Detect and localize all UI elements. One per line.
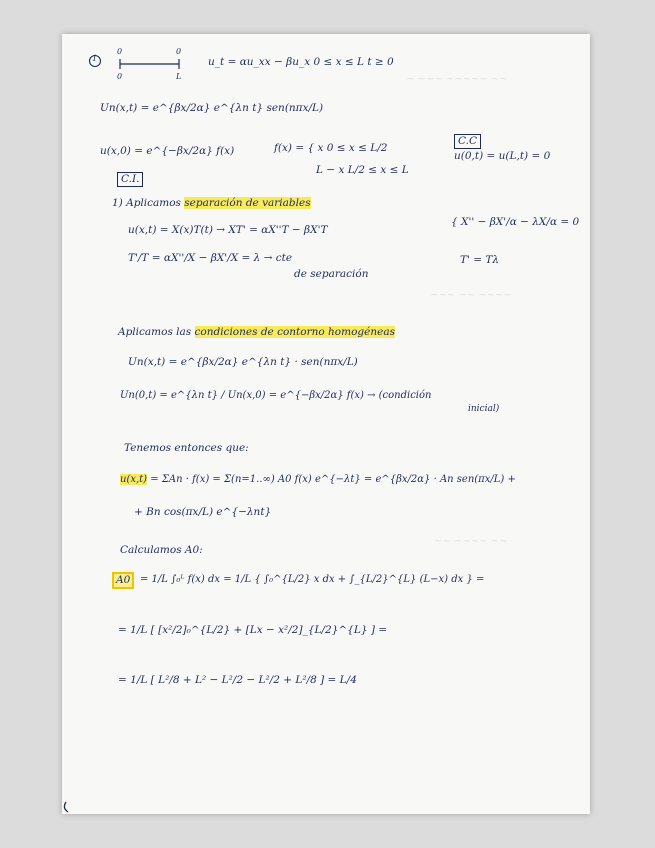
separation-line2b: de separación xyxy=(294,268,369,280)
a0-intro: Calculamos A0: xyxy=(120,544,203,556)
ode-system-line2: T' = Tλ xyxy=(460,254,500,266)
problem-number: 1 xyxy=(92,54,98,63)
boundary-line2b: inicial) xyxy=(468,404,500,414)
separation-title-highlight: separación de variables xyxy=(184,197,311,209)
separation-title xyxy=(112,197,311,210)
f-definition-line2: L − x L/2 ≤ x ≤ L xyxy=(316,164,409,176)
bar-label-left-bottom: 0 xyxy=(117,72,123,81)
bleed-through-2: ~~~ ~~ ~~~~ xyxy=(430,290,512,301)
f-definition-line1: f(x) = { x 0 ≤ x ≤ L/2 xyxy=(274,142,388,154)
solution-rhs: = ΣAn · f(x) = Σ(n=1..∞) A0 f(x) e^{−λt} = e^{βx/2α} · An sen(πx/L) + xyxy=(150,474,516,485)
a0-line1: = 1/L ∫₀ᴸ f(x) dx = 1/L { ∫₀^{L/2} x dx + ∫_{L/2}^{L} (L−x) dx } = xyxy=(140,574,485,585)
margin-curl xyxy=(64,802,68,812)
boundary-title-prefix: Aplicamos las xyxy=(118,326,192,338)
document-page xyxy=(62,34,590,814)
solution-line1 xyxy=(120,474,516,486)
eigenfunction-un: Un(x,t) = e^{βx/2α} e^{λn t} sen(nπx/L) xyxy=(100,102,324,114)
cc-box: C.C xyxy=(454,134,481,149)
a0-line3: = 1/L [ L²/8 + L² − L²/2 − L²/2 + L²/8 ] = L/4 xyxy=(118,674,357,686)
boundary-line1: Un(x,t) = e^{βx/2α} e^{λn t} · sen(nπx/L) xyxy=(128,356,358,368)
bar-label-left-top: 0 xyxy=(117,47,123,56)
solution-line2: + Bn cos(πx/L) e^{−λnt} xyxy=(134,506,272,518)
boundary-conditions: u(0,t) = u(L,t) = 0 xyxy=(454,150,551,162)
ci-box: C.I. xyxy=(117,172,143,187)
bar-label-right-top: 0 xyxy=(176,47,182,56)
separation-title-prefix: 1) Aplicamos xyxy=(112,197,181,209)
a0-label: A0 xyxy=(116,574,131,586)
a0-line2: = 1/L [ [x²/2]₀^{L/2} + [Lx − x²/2]_{L/2}^{L} ] = xyxy=(118,624,388,636)
boundary-title-highlight: condiciones de contorno homogéneas xyxy=(194,326,395,338)
bar-label-right-bottom: L xyxy=(176,72,182,81)
bleed-through-3: ~~ ~~~~ ~~ xyxy=(434,536,508,547)
pde-equation: u_t = αu_xx − βu_x 0 ≤ x ≤ L t ≥ 0 xyxy=(208,56,394,68)
initial-condition-formula: u(x,0) = e^{−βx/2α} f(x) xyxy=(100,145,235,157)
boundary-title xyxy=(118,326,395,339)
boundary-line2: Un(0,t) = e^{λn t} / Un(x,0) = e^{−βx/2α} f(x) → (condición xyxy=(120,390,432,401)
solution-lhs: u(x,t) xyxy=(120,474,148,485)
separation-line1: u(x,t) = X(x)T(t) → XT' = αX''T − βX'T xyxy=(128,224,328,236)
ode-system-line1: { X'' − βX'/α − λX/α = 0 xyxy=(451,216,580,228)
separation-line2: T'/T = αX''/X − βX'/X = λ → cte xyxy=(128,252,293,264)
result-intro: Tenemos entonces que: xyxy=(124,442,249,454)
bleed-through-1: ~ ~~~ ~~~~~ ~~ xyxy=(406,74,508,85)
